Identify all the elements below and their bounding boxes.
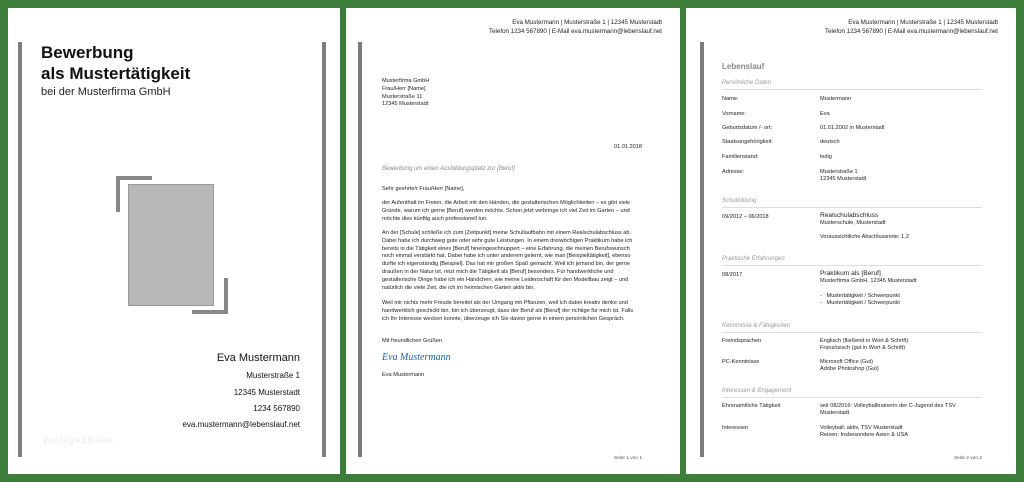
skill-line: Französisch (gut in Wort & Schrift) — [820, 345, 906, 352]
letter-salutation: Sehr geehrte/r Frau/Herr [Name], — [382, 186, 465, 192]
skill-line: Adobe Photoshop (Gut) — [820, 366, 879, 373]
letter-paragraph-1: der Aufenthalt im Freien, die Arbeit mit den Händen, die gestalterischen Möglichkeiten – es gibt viele Gründe, warum ich gerne [Beruf] werden möchte. Schon jetzt verbringe ich viel Zeit im Garten – und möchte dies künftig auch professionell tun. — [382, 200, 631, 222]
cv-value: ledig — [820, 154, 832, 160]
letter-page — [346, 8, 680, 474]
cv-label: Familienstand: — [722, 154, 759, 160]
cv-value: deutsch — [820, 139, 840, 145]
section-heading-school: Schulbildung — [722, 198, 757, 204]
letter-closing: Mit freundlichen Grüßen — [382, 338, 443, 344]
school-note: Voraussichtliche Abschlussnote: 1,2 — [820, 234, 909, 240]
cv-label: Ehrenamtliche Tätigkeit — [722, 403, 781, 409]
letter-paragraph-2: An der [Schule] schließe ich zum [Zeitpunkt] meine Schullaufbahn mit einem Realschulabschluss ab. Dabei habe ich durchweg gute oder sehr gute Leistungen. In einem dreiwöchigen Praktikum habe ich bereits in die Tätigkeit eines [Beruf] hineingeschnuppert – eine Erfahrung, die meinen Berufswunsch noch einmal verstärkt hat. Dabei habe ich unter anderem gelernt, wie man [Beispieltätigkeit], ebenso durfte ich eigenständig [Beispiel]. Das hat mir großen Spaß gemacht. Weil ich jemand bin, der gerne draußen in der Natur ist, reizt mich die Tätigkeit als [Beruf] besonders. Für handwerkliche und gestalterische Dinge habe ich ein Händchen, wie meine Leidenschaft für den Modellbau zeigt – und natürlich die viele Zeit, die ich im heimischen Garten aktiv bin. — [382, 230, 633, 291]
left-accent-bar — [18, 42, 22, 457]
section-heading-interests: Interessen & Engagement — [722, 388, 792, 394]
practical-bullet: - Mustertätigkeit / Schwerpunkt — [820, 300, 900, 306]
cv-label: Fremdsprachen — [722, 338, 762, 344]
cv-value — [820, 359, 879, 374]
cv-value: Eva — [820, 111, 830, 117]
cover-watermark: Vorlage1Denn — [42, 435, 114, 445]
interest-line: Volleyball: aktiv, TSV Musterstadt — [820, 425, 903, 431]
cover-subtitle: bei der Musterfirma GmbH — [41, 86, 171, 98]
cv-label: Name: — [722, 96, 739, 102]
interest-line: Musterstadt — [820, 410, 850, 417]
interest-line: Reisen: Insbesondere Asien & USA — [820, 432, 908, 439]
practical-bullet-text: Mustertätigkeit / Schwerpunkt — [826, 300, 900, 306]
practical-period: 08/2017 — [722, 272, 743, 278]
cover-phone: 1234 567890 — [253, 404, 300, 413]
cover-email: eva.mustermann@lebenslauf.net — [182, 420, 300, 429]
cv-accent-bar — [700, 42, 704, 457]
section-heading-personal: Persönliche Daten — [722, 80, 772, 86]
section-heading-practical: Praktische Erfahrungen — [722, 256, 785, 262]
letter-subject: Bewerbung um einen Ausbildungsplatz zur [Beruf] — [382, 166, 515, 172]
recipient-line: Musterfirma GmbH — [382, 78, 430, 84]
cv-label: Adresse: — [722, 169, 745, 175]
skill-line: Englisch (fließend in Wort & Schrift) — [820, 338, 909, 344]
cover-page — [8, 8, 340, 474]
school-title: Realschulabschluss — [820, 212, 879, 219]
address-line: 12345 Musterstadt — [820, 176, 867, 183]
section-heading-skills: Kenntnisse & Fähigkeiten — [722, 323, 791, 329]
school-period: 09/2012 – 06/2018 — [722, 214, 769, 220]
header-line1: Eva Mustermann | Musterstraße 1 | 12345 Musterstadt — [848, 19, 998, 26]
interest-line: seit 08/2016: Volleyballtrainerin der C-Jugend des TSV — [820, 403, 956, 409]
cover-city: 12345 Musterstadt — [233, 388, 300, 397]
recipient-line: 12345 Musterstadt — [382, 101, 429, 108]
cv-value — [820, 169, 866, 184]
cv-value: Mustermann — [820, 96, 852, 102]
practical-bullet: - Mustertätigkeit / Schwerpunkt — [820, 293, 900, 299]
letter-footer: Seite 1 von 1 — [613, 456, 642, 461]
cover-street: Musterstraße 1 — [246, 371, 300, 380]
cv-value — [820, 338, 908, 353]
recipient-line: Musterstraße 11 — [382, 93, 423, 100]
cv-page — [686, 8, 1016, 474]
cover-title-line2: als Mustertätigkeit — [41, 64, 191, 83]
letter-header — [489, 18, 662, 36]
cv-label: Interessen — [722, 425, 749, 431]
cv-value — [820, 403, 956, 418]
cv-title: Lebenslauf — [722, 62, 765, 71]
header-line1: Eva Mustermann | Musterstraße 1 | 12345 Musterstadt — [512, 19, 662, 26]
header-line2: Telefon 1234 567890 | E-Mail eva.mustermann@lebenslauf.net — [825, 28, 998, 35]
cv-footer: Seite 2 von 2 — [953, 456, 982, 461]
signature: Eva Mustermann — [382, 352, 451, 363]
cover-title-line1: Bewerbung — [41, 43, 134, 62]
cv-label: PC-Kenntnisse — [722, 359, 760, 365]
letter-signer-name: Eva Mustermann — [382, 372, 425, 378]
cv-label: Vorname: — [722, 111, 746, 117]
skill-line: Microsoft Office (Gut) — [820, 359, 874, 365]
cv-value — [820, 425, 908, 440]
practical-bullet-text: Mustertätigkeit / Schwerpunkt — [826, 293, 900, 299]
right-accent-bar — [322, 42, 326, 457]
cv-label: Staatsangehörigkeit: — [722, 139, 773, 145]
cv-value: 01.01.2002 in Musterstadt — [820, 125, 885, 131]
cv-header — [825, 18, 998, 36]
practical-title: Praktikum als [Beruf] — [820, 270, 881, 277]
photo-placeholder — [128, 184, 214, 306]
cv-label: Geburtsdatum /- ort: — [722, 125, 773, 131]
letter-date: 01.01.2018 — [614, 144, 642, 150]
address-line: Musterstraße 1 — [820, 169, 858, 175]
header-line2: Telefon 1234 567890 | E-Mail eva.mustermann@lebenslauf.net — [489, 28, 662, 35]
practical-place: Musterfirma GmbH, 12345 Musterstadt — [820, 278, 917, 284]
recipient-block — [382, 78, 429, 109]
school-place: Musterschule, Musterstadt — [820, 220, 886, 226]
recipient-line: Frau/Herr [Name] — [382, 85, 426, 92]
letter-paragraph-3: Weil mir nichts mehr Freude bereitet als der Umgang mit Pflanzen, weil ich dabei kreativ denke und handwerklich geschickt bin, bin ich überzeugt, dass der Beruf als [Beruf] der richtige für mich ist. Falls ich Ihr Interesse wecken konnte, überzeuge ich Sie davon gerne in einem persönlichen Gespräch. — [382, 300, 634, 322]
letter-accent-bar — [358, 42, 362, 457]
cover-title — [41, 42, 190, 84]
cover-name: Eva Mustermann — [216, 352, 300, 364]
